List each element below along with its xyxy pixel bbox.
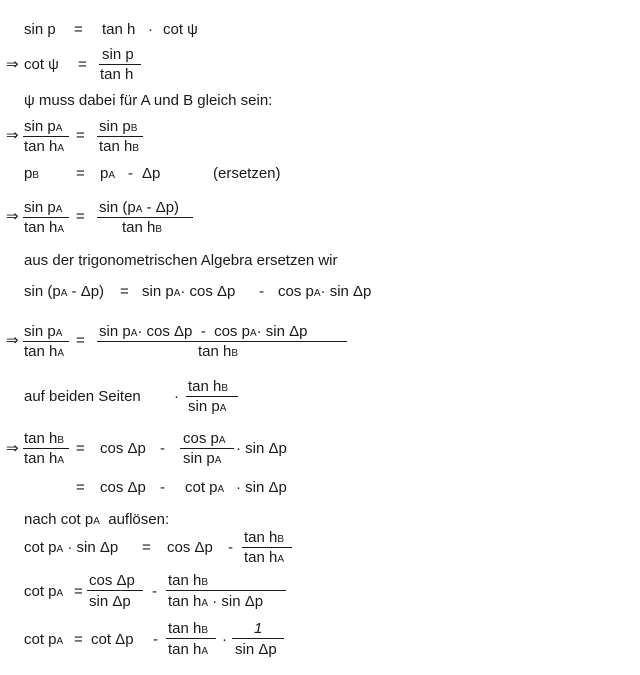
cot-p-a: cot pA xyxy=(185,479,225,496)
text-trig-algebra: aus der trigonometrischen Algebra ersetzen wir xyxy=(24,252,338,269)
fraction-bar xyxy=(242,547,292,548)
p-a: pA xyxy=(100,165,116,182)
numerator-right: sin pA· cos Δp - cos pA· sin Δp xyxy=(99,323,308,340)
fraction-bar xyxy=(99,64,141,65)
fraction-bar-left xyxy=(23,136,69,137)
text-both-sides: auf beiden Seiten xyxy=(24,388,141,405)
text-solve-for: nach cot pA auflösen: xyxy=(24,511,170,528)
minus: - xyxy=(128,165,133,182)
dot: · xyxy=(174,388,179,405)
equals: = xyxy=(74,583,83,600)
fraction-bar-left xyxy=(23,217,69,218)
fraction-bar-right xyxy=(97,341,347,342)
text-psi-equal: ψ muss dabei für A und B gleich sein: xyxy=(24,92,273,109)
denominator-left: tan hA xyxy=(24,219,65,236)
cos-delta-p: cos Δp xyxy=(167,539,213,556)
fraction-bar-left xyxy=(23,341,69,342)
denominator-left: tan hA xyxy=(24,450,65,467)
equals: = xyxy=(78,56,87,73)
fraction-bar xyxy=(186,396,238,397)
fraction-denominator: tan h xyxy=(100,66,134,83)
fraction-bar-right xyxy=(97,217,193,218)
fraction-numerator: tan hB xyxy=(168,620,209,637)
fraction-1-denominator: sin Δp xyxy=(89,593,131,610)
dot: · xyxy=(222,631,227,648)
numerator-left: sin pA xyxy=(24,323,63,340)
fraction-2-numerator: tan hB xyxy=(168,572,209,589)
fraction-bar-1 xyxy=(87,590,143,591)
denominator-right: tan hB xyxy=(122,219,163,236)
denominator-right: tan hB xyxy=(198,343,239,360)
tail-sin-delta-p: · sin Δp xyxy=(236,479,287,496)
note-ersetzen: (ersetzen) xyxy=(213,165,281,182)
fraction-bar-left xyxy=(23,448,69,449)
implies-arrow: ⇒ xyxy=(6,332,19,349)
term-2: cos pA· sin Δp xyxy=(278,283,372,300)
cot-psi: cot ψ xyxy=(163,21,198,38)
denominator-left: tan hA xyxy=(24,138,65,155)
equals: = xyxy=(76,440,85,457)
cot-delta-p: cot Δp xyxy=(91,631,134,648)
fraction-numerator: cos pA xyxy=(183,430,226,447)
fraction-numerator: tan hB xyxy=(188,378,229,395)
equals: = xyxy=(76,165,85,182)
fraction-denominator: sin pA xyxy=(188,398,227,415)
cot-p-a: cot pA xyxy=(24,583,64,600)
fraction-bar-3 xyxy=(232,638,284,639)
implies-arrow: ⇒ xyxy=(6,127,19,144)
fraction-numerator: tan hB xyxy=(244,529,285,546)
numerator-left: sin pA xyxy=(24,118,63,135)
fraction-denominator: tan hA xyxy=(244,549,285,566)
expr-left: sin (pA - Δp) xyxy=(24,283,105,300)
fraction-bar xyxy=(180,448,234,449)
delta-p: Δp xyxy=(142,165,161,182)
tail-sin-delta-p: · sin Δp xyxy=(236,440,287,457)
equals: = xyxy=(74,631,83,648)
fraction-numerator: sin p xyxy=(102,46,134,63)
fraction-2-denominator: tan hA · sin Δp xyxy=(168,593,264,610)
equals: = xyxy=(74,21,83,38)
cot-p-a: cot pA xyxy=(24,631,64,648)
sin-p: sin p xyxy=(24,21,56,38)
minus: - xyxy=(259,283,264,300)
equals: = xyxy=(76,208,85,225)
cot-psi: cot ψ xyxy=(24,56,59,73)
minus: - xyxy=(228,539,233,556)
dot: · xyxy=(148,21,153,38)
cos-delta-p: cos Δp xyxy=(100,440,146,457)
minus: - xyxy=(160,440,165,457)
fraction-denominator: tan hA xyxy=(168,641,209,658)
cot-p-a-times: cot pA · sin Δp xyxy=(24,539,119,556)
cos-delta-p: cos Δp xyxy=(100,479,146,496)
numerator-right: sin pB xyxy=(99,118,138,135)
equals: = xyxy=(76,332,85,349)
fraction-3-numerator: 1 xyxy=(254,620,263,637)
implies-arrow: ⇒ xyxy=(6,208,19,225)
tan-h: tan h xyxy=(102,21,136,38)
fraction-bar xyxy=(166,638,216,639)
implies-arrow: ⇒ xyxy=(6,440,19,457)
denominator-right: tan hB xyxy=(99,138,140,155)
minus: - xyxy=(152,583,157,600)
fraction-1-numerator: cos Δp xyxy=(89,572,135,589)
fraction-bar-2 xyxy=(166,590,286,591)
equals: = xyxy=(76,127,85,144)
equals: = xyxy=(76,479,85,496)
numerator-left: tan hB xyxy=(24,430,65,447)
equals: = xyxy=(142,539,151,556)
fraction-bar-right xyxy=(97,136,143,137)
implies-arrow: ⇒ xyxy=(6,56,19,73)
fraction-denominator: sin pA xyxy=(183,450,222,467)
denominator-left: tan hA xyxy=(24,343,65,360)
numerator-left: sin pA xyxy=(24,199,63,216)
term-1: sin pA· cos Δp xyxy=(142,283,236,300)
minus: - xyxy=(153,631,158,648)
p-b: pB xyxy=(24,165,40,182)
minus: - xyxy=(160,479,165,496)
fraction-3-denominator: sin Δp xyxy=(235,641,277,658)
equals: = xyxy=(120,283,129,300)
numerator-right: sin (pA - Δp) xyxy=(99,199,180,216)
